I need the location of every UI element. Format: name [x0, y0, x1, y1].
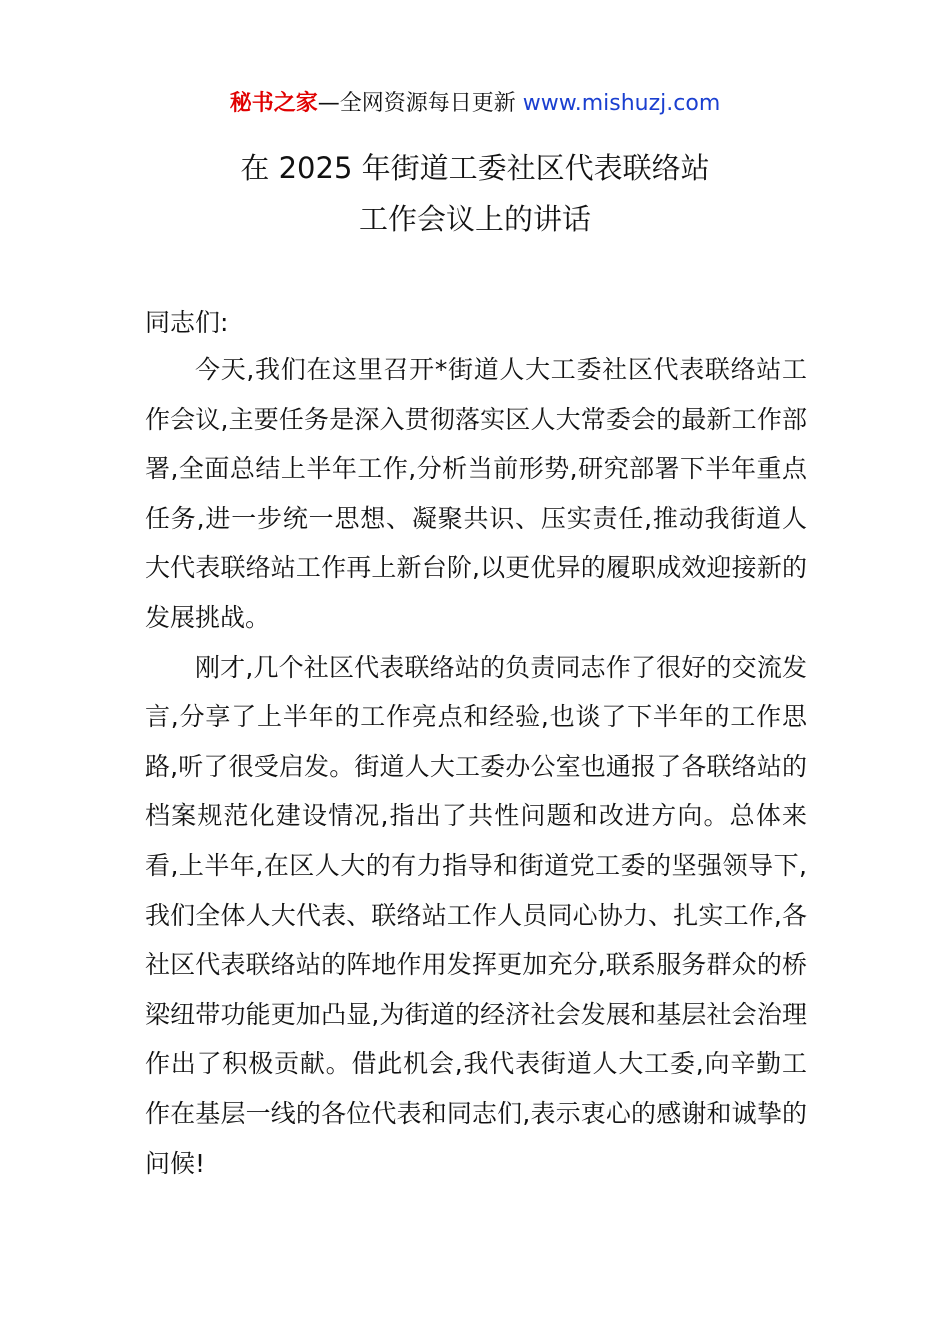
- document-title-line-2: 工作会议上的讲话: [358, 202, 591, 236]
- salutation: 同志们:: [145, 308, 229, 337]
- paragraph-2: 刚才,几个社区代表联络站的负责同志作了很好的交流发言,分享了上半年的工作亮点和经验,也谈了下半年的工作思路,听了很受启发。街道人大工委办公室也通报了各联络站的档案规范化建设情况,指出了共性问题和改进方向。总体来看,上半年,在区人大的有力指导和街道党工委的坚强领导下,我们全体人大代表、联络站工作人员同心协力、扎实工作,各社区代表联络站的阵地作用发挥更加充分,联系服务群众的桥梁纽带功能更加凸显,为街道的经济社会发展和基层社会治理作出了积极贡献。借此机会,我代表街道人大工委,向辛勤工作在基层一线的各位代表和同志们,表示衷心的感谢和诚挚的问候!: [145, 652, 807, 1178]
- site-url-link[interactable]: www.mishuzj.com: [522, 91, 721, 116]
- paragraph-1: 今天,我们在这里召开*街道人大工委社区代表联络站工作会议,主要任务是深入贯彻落实区人大常委会的最新工作部署,全面总结上半年工作,分析当前形势,研究部署下半年重点任务,进一步统一思想、凝聚共识、压实责任,推动我街道人大代表联络站工作再上新台阶,以更优异的履职成效迎接新的发展挑战。: [145, 355, 807, 632]
- header-slogan: —全网资源每日更新: [317, 91, 523, 116]
- document-title-line-1: 在 2025 年街道工委社区代表联络站: [240, 151, 710, 185]
- site-header: [0, 86, 950, 122]
- document-body: [145, 345, 807, 1188]
- brand-name: 秘书之家: [229, 91, 318, 116]
